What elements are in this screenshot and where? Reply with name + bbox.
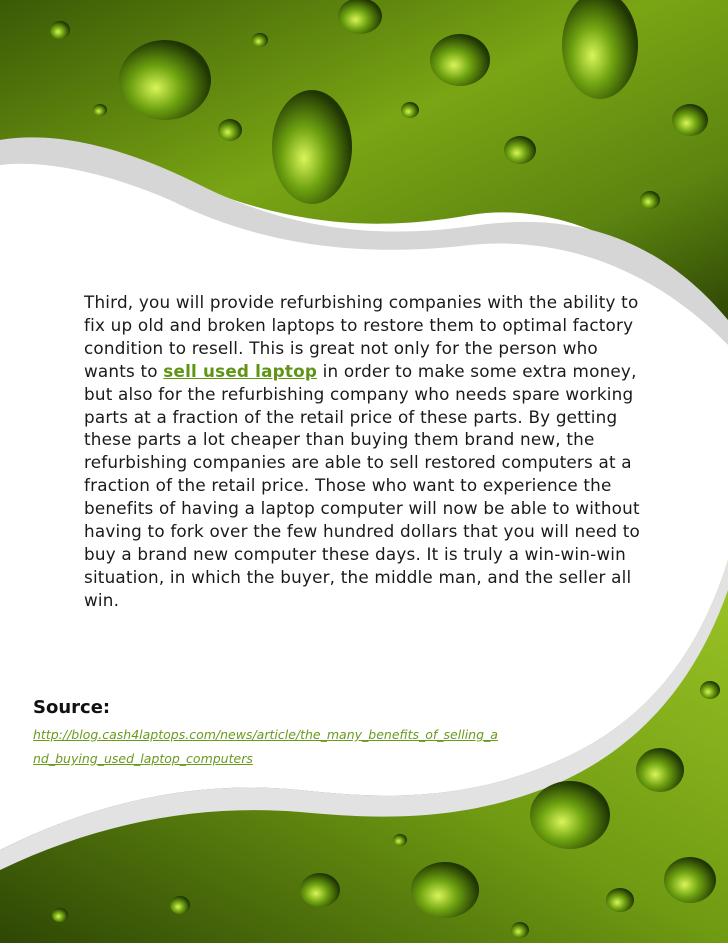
article-paragraph (84, 291, 650, 612)
paragraph-text-before-link: Third, you will provide refurbishing companies with the ability to fix up old and broken laptops to restore them to optimal factory condition to resell. This is great not only for the person who wants to (84, 292, 639, 381)
source-url-link[interactable]: http://blog.cash4laptops.com/news/article/the_many_benefits_of_selling_and_buying_used_laptop_computers (33, 727, 498, 766)
source-heading: Source: (33, 697, 111, 718)
sell-used-laptop-link[interactable]: sell used laptop (163, 360, 318, 381)
paragraph-text-after-link: in order to make some extra money, but also for the refurbishing company who needs spare working parts at a fraction of the retail price of these parts. By getting these parts a lot cheaper than buying them brand new, the refurbishing companies are able to sell restored computers at a fraction of the retail price. Those who want to experience the benefits of having a laptop computer will now be able to without having to fork over the few hundred dollars that you will need to buy a brand new computer these days. It is truly a win-win-win situation, in which the buyer, the middle man, and the seller all win. (84, 360, 641, 610)
